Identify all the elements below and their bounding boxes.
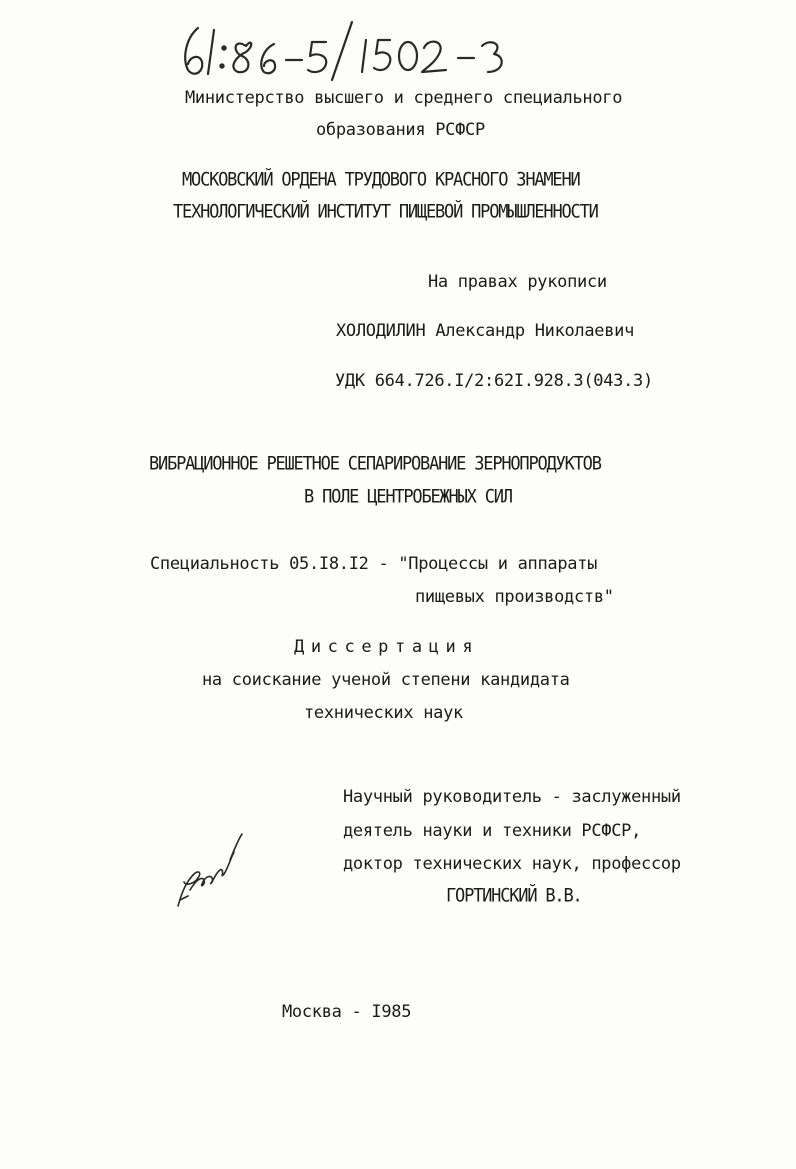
specialty-line-1: Специальность 05.I8.I2 - "Процессы и аппараты bbox=[150, 554, 598, 574]
institute-line-2: ТЕХНОЛОГИЧЕСКИЙ ИНСТИТУТ ПИЩЕВОЙ ПРОМЫШЛЕННОСТИ bbox=[173, 200, 598, 224]
author-name: ХОЛОДИЛИН Александр Николаевич bbox=[336, 321, 635, 341]
manuscript-note: На правах рукописи bbox=[428, 272, 607, 292]
place-and-year: Москва - I985 bbox=[282, 1002, 412, 1022]
institute-line-1: МОСКОВСКИЙ ОРДЕНА ТРУДОВОГО КРАСНОГО ЗНАМЕНИ bbox=[182, 168, 580, 192]
supervisor-name: ГОРТИНСКИЙ В.В. bbox=[446, 884, 582, 908]
udc-code: УДК 664.726.I/2:62I.928.3(043.3) bbox=[335, 371, 653, 391]
specialty-line-2: пищевых производств" bbox=[415, 587, 614, 607]
ministry-line-2: образования РСФСР bbox=[316, 120, 485, 140]
dissertation-heading: Диссертация bbox=[294, 637, 480, 657]
dissertation-line-1: на соискание ученой степени кандидата bbox=[202, 670, 570, 690]
handwritten-signature bbox=[168, 830, 248, 914]
handwritten-archive-code bbox=[176, 18, 516, 82]
title-line-2: В ПОЛЕ ЦЕНТРОБЕЖНЫХ СИЛ bbox=[304, 485, 512, 509]
ministry-line-1: Министерство высшего и среднего специального bbox=[185, 88, 623, 108]
dissertation-line-2: технических наук bbox=[304, 703, 463, 723]
supervisor-line-1: Научный руководитель - заслуженный bbox=[343, 787, 681, 807]
title-line-1: ВИБРАЦИОННОЕ РЕШЕТНОЕ СЕПАРИРОВАНИЕ ЗЕРНОПРОДУКТОВ bbox=[149, 452, 601, 476]
supervisor-line-3: доктор технических наук, профессор bbox=[343, 854, 681, 874]
supervisor-line-2: деятель науки и техники РСФСР, bbox=[343, 821, 642, 841]
